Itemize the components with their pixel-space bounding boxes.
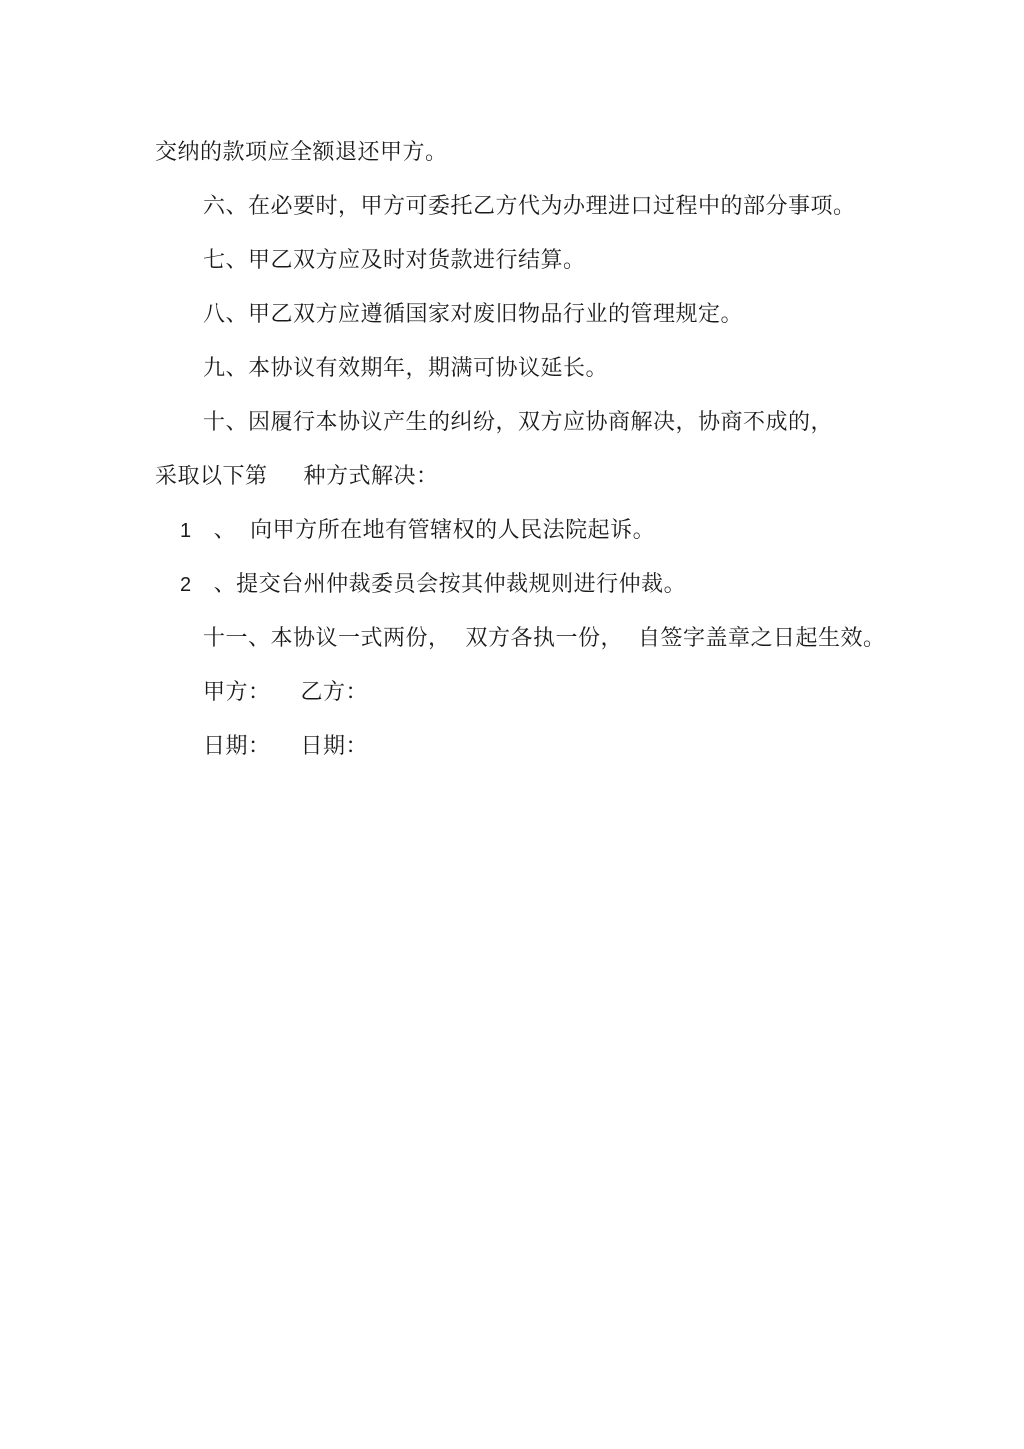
option-separator: 、 <box>213 572 237 597</box>
clause-8: 八、甲乙双方应遵循国家对废旧物品行业的管理规定。 <box>203 302 744 327</box>
choice-before: 采取以下第 <box>155 464 268 489</box>
party-a-label: 甲方： <box>203 680 271 705</box>
date-a-label: 日期： <box>203 734 271 759</box>
paragraph-continuation: 交纳的款项应全额退还甲方。 <box>155 140 448 165</box>
signature-date-row <box>203 732 368 762</box>
clause-10-continuation <box>155 462 439 492</box>
clause-10: 十、因履行本协议产生的纠纷，双方应协商解决，协商不成的， <box>203 410 834 435</box>
option-number: 1 <box>180 520 192 542</box>
choice-after: 种方式解决： <box>303 464 439 489</box>
option-text: 提交台州仲裁委员会按其仲裁规则进行仲裁。 <box>236 572 687 597</box>
date-b-label: 日期： <box>300 734 369 759</box>
option-separator: 、 <box>213 518 237 543</box>
option-text: 向甲方所在地有管辖权的人民法院起诉。 <box>250 518 656 543</box>
clause-11: 十一、本协议一式两份， 双方各执一份， 自签字盖章之日起生效。 <box>203 626 886 651</box>
clause-9: 九、本协议有效期年，期满可协议延长。 <box>203 356 609 381</box>
clause-7: 七、甲乙双方应及时对货款进行结算。 <box>203 248 586 273</box>
clause-6: 六、在必要时，甲方可委托乙方代为办理进口过程中的部分事项。 <box>203 194 856 219</box>
option-1 <box>180 516 655 546</box>
signature-party-row <box>203 678 368 708</box>
option-2 <box>180 570 686 600</box>
option-number: 2 <box>180 574 192 596</box>
party-b-label: 乙方： <box>300 680 369 705</box>
